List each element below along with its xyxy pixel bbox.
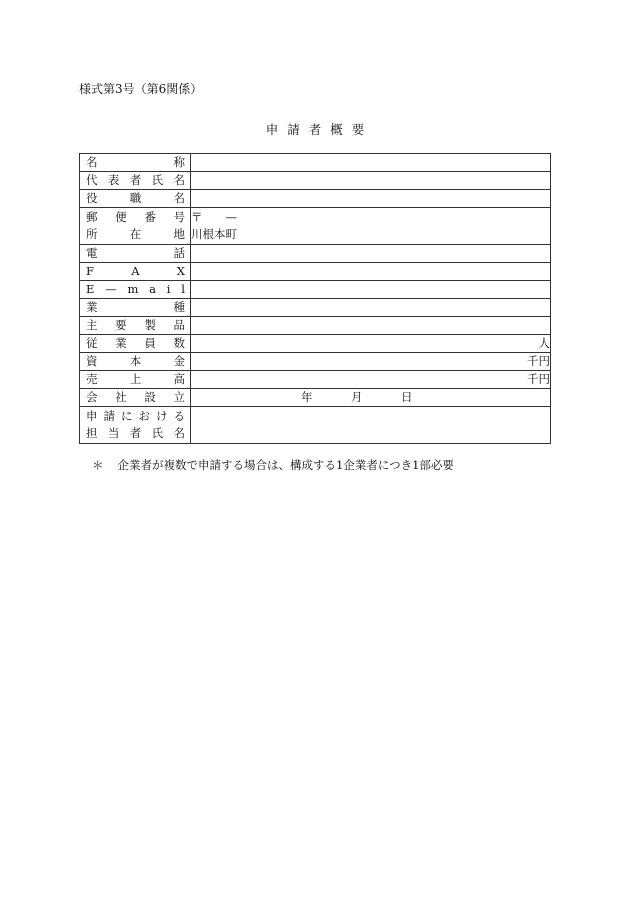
label-fax: [80, 263, 190, 280]
row-postal-address: [80, 208, 551, 245]
label-char: 代: [86, 173, 98, 187]
row-employees: [80, 335, 551, 353]
row-name: [80, 154, 551, 172]
label-char: 者: [129, 173, 142, 187]
label-char: 品: [173, 318, 185, 332]
label-char: E: [86, 282, 95, 296]
row-products: [80, 317, 551, 335]
label-char: i: [166, 282, 171, 296]
label-char: 設: [144, 390, 156, 404]
row-fax: [80, 263, 551, 281]
label-char: 従: [86, 336, 98, 350]
label-char: 員: [144, 336, 156, 350]
label-char: 会: [86, 390, 98, 404]
form-number: 様式第3号（第6関係）: [79, 82, 203, 96]
value-phone[interactable]: [191, 245, 551, 263]
unit-employees: 人: [538, 336, 550, 350]
label-char: 上: [129, 372, 142, 386]
value-industry[interactable]: [191, 299, 551, 317]
label-char: 名: [86, 155, 98, 169]
label-char: 便: [115, 210, 127, 224]
label-char: 立: [173, 390, 185, 404]
row-email: [80, 281, 551, 299]
label-contact-line1: [80, 408, 190, 425]
label-char: m: [127, 282, 139, 296]
value-fax[interactable]: [191, 263, 551, 281]
label-char: 業: [115, 336, 127, 350]
label-products: [80, 317, 190, 334]
label-char: 号: [173, 210, 185, 224]
unit-capital: 千円: [527, 354, 550, 368]
label-char: 役: [86, 191, 98, 205]
footnote: [92, 457, 454, 473]
row-industry: [80, 299, 551, 317]
label-char: 番: [144, 210, 156, 224]
established-day: 日: [401, 390, 413, 404]
value-postal-address[interactable]: [191, 208, 551, 245]
label-name: [80, 154, 190, 171]
label-char: 製: [144, 318, 156, 332]
value-employees[interactable]: [191, 335, 551, 353]
label-char: 名: [173, 426, 185, 440]
label-char: 者: [129, 426, 142, 440]
label-char: 主: [86, 318, 98, 332]
applicant-summary-table: [79, 153, 551, 444]
label-char: け: [156, 409, 168, 423]
label-position: [80, 190, 190, 207]
label-char: 表: [107, 173, 120, 187]
label-employees: [80, 335, 190, 352]
label-char: 電: [86, 246, 98, 260]
value-products[interactable]: [191, 317, 551, 335]
label-char: —: [105, 282, 117, 296]
label-char: 当: [107, 426, 120, 440]
value-sales[interactable]: [191, 371, 551, 389]
unit-sales: 千円: [527, 372, 550, 386]
label-industry: [80, 299, 190, 316]
label-contact-line2: [80, 425, 190, 442]
label-char: 氏: [151, 426, 164, 440]
row-contact: [80, 407, 551, 444]
label-capital: [80, 353, 190, 370]
label-email: [80, 281, 190, 298]
row-position: [80, 190, 551, 208]
label-char: 在: [129, 227, 142, 241]
label-char: 名: [173, 173, 185, 187]
label-char: 所: [86, 227, 98, 241]
label-char: 称: [173, 155, 185, 169]
label-char: 名: [173, 191, 185, 205]
value-name[interactable]: [191, 154, 551, 172]
established-month: 月: [351, 390, 363, 404]
row-phone: [80, 245, 551, 263]
footnote-mark: ＊: [92, 458, 104, 472]
value-contact[interactable]: [191, 407, 551, 444]
footnote-text: 企業者が複数で申請する場合は、構成する1企業者につき1部必要: [117, 458, 454, 472]
label-char: X: [176, 264, 185, 278]
label-char: 数: [173, 336, 185, 350]
label-established: [80, 389, 190, 406]
label-char: 要: [115, 318, 127, 332]
label-sales: [80, 371, 190, 388]
label-char: 話: [173, 246, 185, 260]
row-representative: [80, 172, 551, 190]
row-sales: [80, 371, 551, 389]
value-email[interactable]: [191, 281, 551, 299]
value-address: 川根本町: [191, 227, 237, 241]
label-char: る: [173, 409, 185, 423]
label-char: l: [181, 282, 185, 296]
row-capital: [80, 353, 551, 371]
value-postal: 〒 —: [191, 210, 237, 224]
value-capital[interactable]: [191, 353, 551, 371]
label-char: 郵: [86, 210, 98, 224]
value-representative[interactable]: [191, 172, 551, 190]
label-char: F: [86, 264, 94, 278]
label-phone: [80, 245, 190, 262]
form-title: 申請者概要: [265, 122, 374, 137]
label-char: 金: [173, 354, 185, 368]
value-established[interactable]: [191, 389, 551, 407]
label-char: 地: [173, 227, 185, 241]
label-char: 申: [86, 409, 98, 423]
label-char: お: [138, 409, 150, 423]
label-postal: [80, 209, 190, 226]
label-char: a: [149, 282, 157, 296]
label-char: 氏: [151, 173, 164, 187]
label-char: 職: [129, 191, 142, 205]
label-representative: [80, 172, 190, 189]
label-char: 本: [129, 354, 142, 368]
row-established: [80, 389, 551, 407]
label-char: A: [131, 264, 140, 278]
label-char: 請: [103, 409, 115, 423]
label-char: 担: [86, 426, 98, 440]
label-char: 種: [173, 300, 185, 314]
value-position[interactable]: [191, 190, 551, 208]
label-char: 社: [115, 390, 127, 404]
label-char: に: [121, 409, 133, 423]
label-char: 資: [86, 354, 98, 368]
established-year: 年: [301, 390, 313, 404]
label-char: 売: [86, 372, 98, 386]
label-char: 業: [86, 300, 98, 314]
label-address: [80, 226, 190, 243]
label-char: 高: [173, 372, 185, 386]
